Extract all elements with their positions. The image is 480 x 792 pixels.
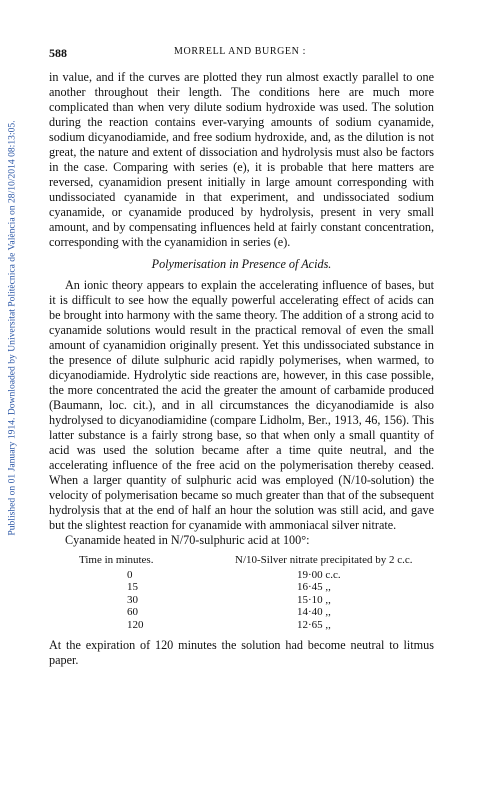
table-cell-value: 19·00 c.c.	[297, 568, 341, 581]
table-cell-time: 30	[127, 593, 138, 606]
page-number: 588	[49, 46, 67, 60]
table-cell-time: 0	[127, 568, 133, 581]
table-cell-time: 15	[127, 581, 138, 594]
table-cell-value: 12·65 ,,	[297, 618, 331, 631]
paragraph-acids: An ionic theory appears to explain the accelerating influence of bases, but it is difficult to see how the equally powerful accelerating effect of acids can be brought into harmony with the same theory. The addition of a strong acid to cyanamide solutions would result in the practical removal of even the small amount of cyanamidion originally present. Yet this undissociated substance in the presence of dilute sulphuric acid rapidly polymerises, when warmed, to dicyanodiamide. Hydrolytic side reactions are, however, in this case possible, the more concentrated the acid the greater the amount of carbamide produced (Baumann, loc. cit.), and in all circumstances the dicyanodiamide is also hydrolysed to dicyanodiamidine (compare Lidholm, Ber., 1913, 46, 156). This latter substance is a fairly strong base, so that when only a small quantity of acid was used the solution became after a time quite neutral, and the accelerating influence of the free acid on the polymerisation thereby ceased. When a larger quantity of sulphuric acid was employed (N/10-solution) the velocity of polymerisation became so much greater than that of the subsequent hydrolysis that at the end of half an hour the solution was still acid, and gave but the slightest reaction for cyanamide with ammoniacal silver nitrate.	[49, 278, 434, 532]
paragraph-conclusion: At the expiration of 120 minutes the solution had become neutral to litmus paper.	[49, 637, 434, 667]
table-row	[49, 569, 434, 582]
table-caption: Cyanamide heated in N/70-sulphuric acid at 100°:	[65, 533, 310, 547]
paragraph-continued: in value, and if the curves are plotted they run almost exactly parallel to one another throughout their length. The conditions here are much more complicated than when very dilute sodium hydroxide was used. The solution during the reaction contains ever-varying amounts of sodium cyanamide, sodium dicyanodiamide, and free sodium hydroxide, and, as the dilution is not great, the nature and extent of dissociation and hydrolysis must also be factors in the case. Comparing with series (e), it is probable that here matters are reversed, cyanamidion present initially in large amount corresponding with undissociated cyanamide in that experiment, and undissociated sodium cyanamide, or cyanamide produced by hydrolysis, present in very small amount, and by compensating influences held at fairly constant concentration, corresponding with the cyanamidion in series (e).	[49, 70, 434, 249]
table-cell-time: 120	[127, 618, 144, 631]
download-watermark-text: Published on 01 January 1914. Downloaded by Universitat Politècnica de València on 28/10/2014 08:13:05.	[6, 120, 18, 536]
page-body	[49, 70, 434, 668]
table-cell-value: 14·40 ,,	[297, 606, 331, 619]
results-table	[49, 554, 434, 632]
running-head: MORRELL AND BURGEN :	[174, 46, 306, 57]
table-header-silver: N/10-Silver nitrate precipitated by 2 c.c.	[235, 554, 413, 566]
table-row	[49, 594, 434, 607]
table-header-row	[49, 554, 434, 567]
table-row	[49, 581, 434, 594]
table-row	[49, 606, 434, 619]
page-header	[0, 46, 480, 62]
table-header-time: Time in minutes.	[79, 554, 154, 566]
table-row	[49, 619, 434, 632]
table-cell-time: 60	[127, 606, 138, 619]
section-heading: Polymerisation in Presence of Acids.	[151, 257, 332, 271]
table-cell-value: 16·45 ,,	[297, 581, 331, 594]
download-watermark	[1, 18, 23, 638]
table-cell-value: 15·10 ,,	[297, 593, 331, 606]
